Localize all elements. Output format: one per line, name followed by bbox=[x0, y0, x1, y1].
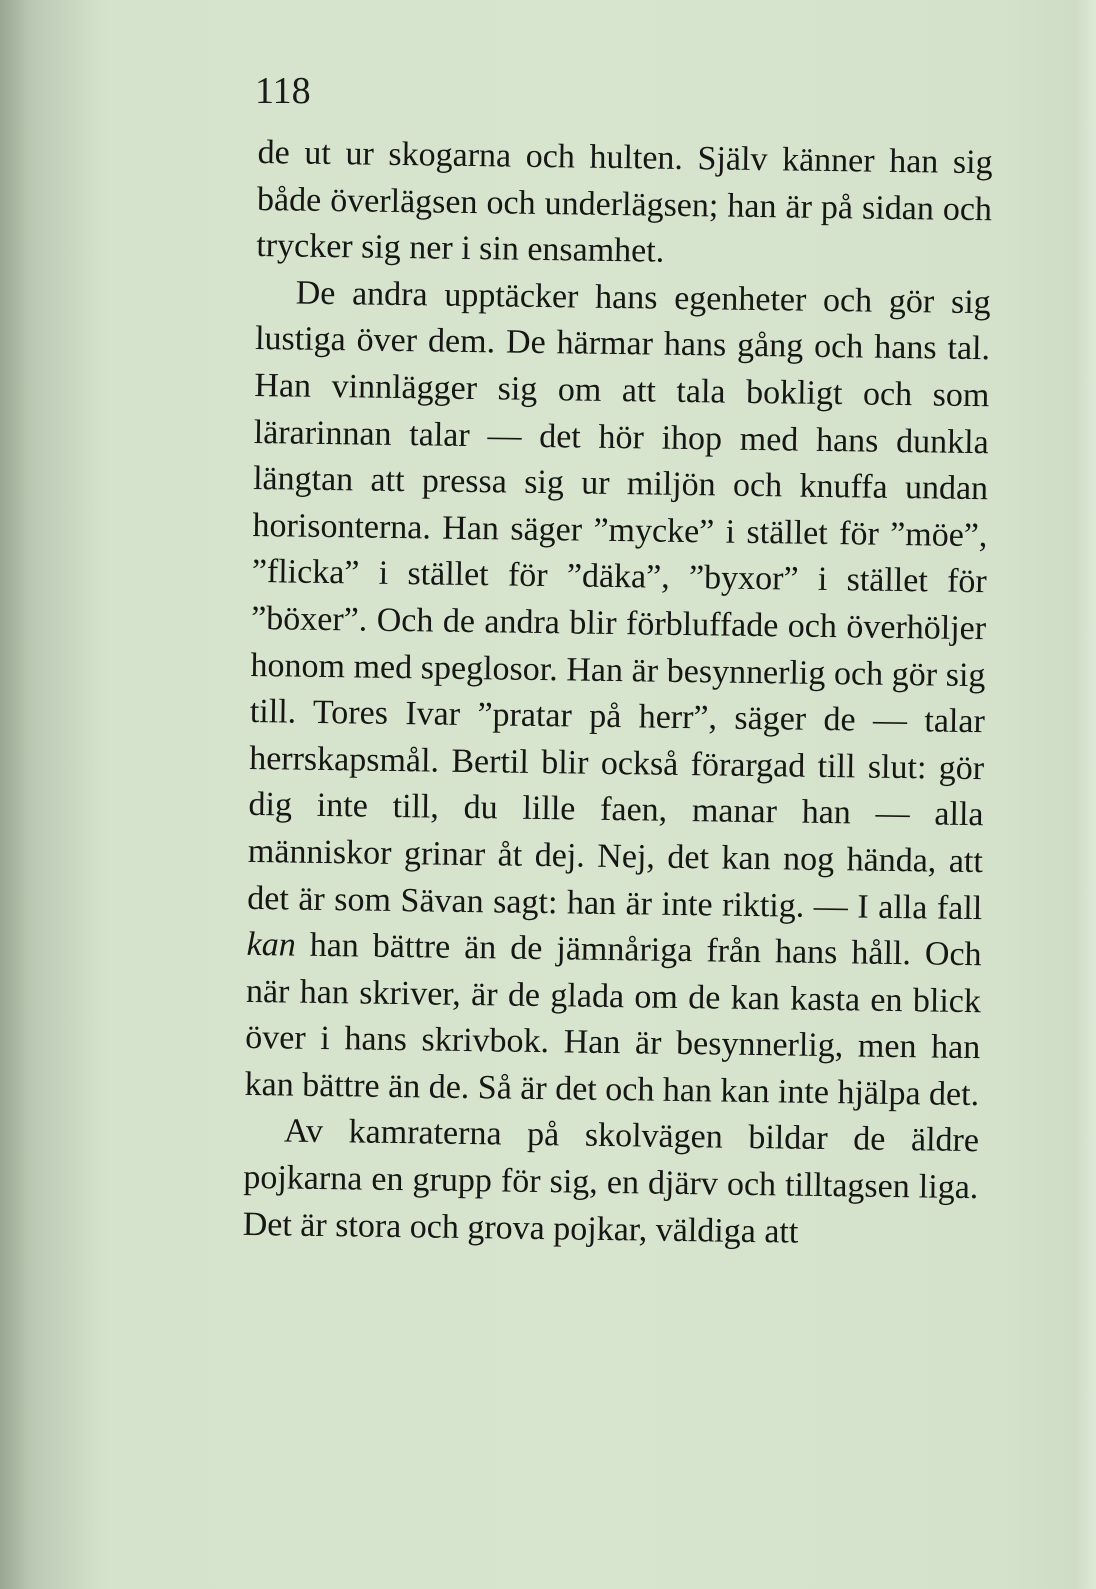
paragraph-2-text-after: han bättre än de jämnåriga från hans håll. Och när han skriver, är de glada om de kan kasta en blick över i hans skrivbok. Han är besynnerlig, men han kan bättre än de. Så är det och han kan inte hjälpa det. bbox=[244, 926, 982, 1114]
body-text bbox=[242, 130, 993, 1258]
page-edge bbox=[1076, 0, 1096, 1589]
paragraph-2 bbox=[244, 270, 991, 1119]
paragraph-2-emphasis: kan bbox=[246, 926, 296, 964]
page-number: 118 bbox=[255, 70, 311, 112]
paragraph-3: Av kamraterna på skolvägen bildar de äldre pojkarna en grupp för sig, en djärv och tilltagsen liga. Det är stora och grova pojkar, väldiga att bbox=[242, 1112, 980, 1251]
paragraph-2-text-before: De andra upptäcker hans egenheter och gör sig lustiga över dem. De härmar hans gång och hans tal. Han vinnlägger sig om att tala bokligt och som lärarinnan talar — det hör ihop med hans dunkla längtan att pressa sig ur miljön och knuffa undan horisonterna. Han säger ”mycke” i stället för ”möe”, ”flicka” i stället för ”däka”, ”byxor” i stället för ”böxer”. Och de andra blir förbluffade och överhöljer honom med speglosor. Han är besynnerlig och gör sig till. Tores Ivar ”pratar på herr”, säger de — talar herrskapsmål. Bertil blir också förargad till slut: gör dig inte till, du lille faen, manar han — alla människor grinar åt dej. Nej, det kan nog hända, att det är som Sävan sagt: han är inte riktig. — I alla fall bbox=[247, 274, 991, 927]
paragraph-1: de ut ur skogarna och hulten. Själv känner han sig både överlägsen och underlägsen; han är på sidan och trycker sig ner i sin ensamhet. bbox=[256, 133, 993, 270]
gutter-shadow bbox=[0, 0, 100, 1589]
